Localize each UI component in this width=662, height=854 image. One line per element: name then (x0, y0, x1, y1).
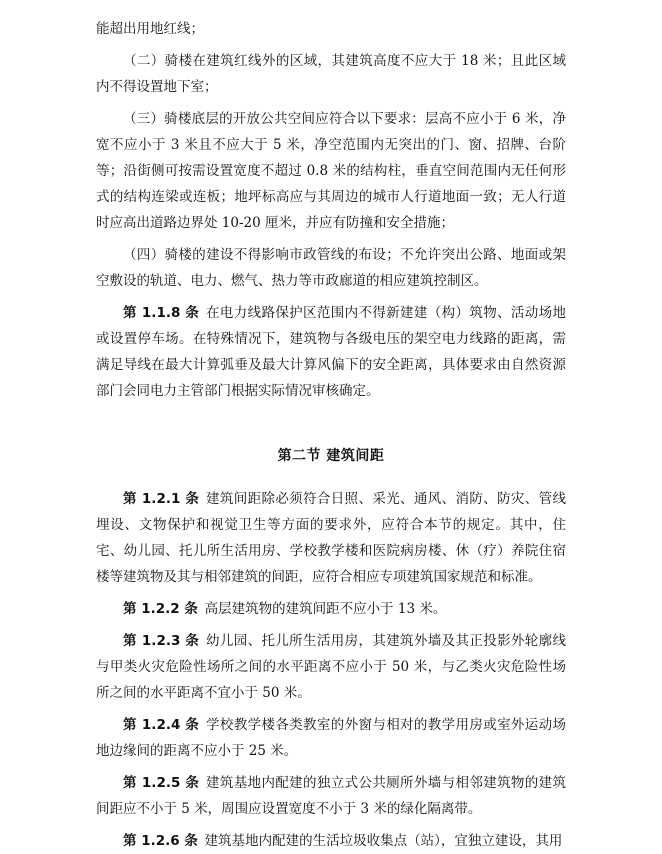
article-number: 第 1.2.6 条 (123, 833, 198, 849)
article-text: 建筑基地内配建的生活垃圾收集点（站），宜独立建设，其用 (204, 833, 563, 849)
article-text: 幼儿园、托儿所生活用房，其建筑外墙及其正投影外轮廓线与甲类火灾危险性场所之间的水平距离不应小于 50 米，与乙类火灾危险性场所之间的水平距离不宜小于 50 米。 (96, 633, 567, 701)
article-1-1-8 (96, 300, 566, 404)
article-1-2-1 (96, 486, 566, 590)
article-1-2-4 (96, 712, 566, 764)
article-text: 高层建筑物的建筑间距不应小于 13 米。 (204, 601, 447, 617)
paragraph-continuation: 能超出用地红线； (96, 21, 204, 37)
clause-4: （四）骑楼的建设不得影响市政管线的布设；不允许突出公路、地面或架空敷设的轨道、电力、燃气、热力等市政廊道的相应建筑控制区。 (96, 247, 566, 289)
clause-3: （三）骑楼底层的开放公共空间应符合以下要求：层高不应小于 6 米，净宽不应小于 3 米且不应大于 5 米，净空范围内无突出的门、窗、招牌、台阶等；沿街侧可按需设置宽度不超过 0.8 米的结构柱，垂直空间范围内无任何形式的结构连梁或连板；地坪标高应与其周边的城市人行道地面一致；无人行道时应高出道路边界处 10-20 厘米，并应有防撞和安全措施； (96, 111, 566, 231)
article-number: 第 1.2.5 条 (123, 775, 200, 791)
article-text: 建筑间距除必须符合日照、采光、通风、消防、防灾、管线埋设、文物保护和视觉卫生等方面的要求外，应符合本节的规定。其中，住宅、幼儿园、托儿所生活用房、学校教学楼和医院病房楼、休（疗）养院住宿楼等建筑物及其与相邻建筑的间距，应符合相应专项建筑国家规范和标准。 (96, 491, 567, 585)
article-text: 学校教学楼各类教室的外窗与相对的教学用房或室外运动场地边缘间的距离不应小于 25 米。 (96, 717, 567, 759)
article-number: 第 1.2.3 条 (123, 633, 200, 649)
article-number: 第 1.2.2 条 (123, 601, 198, 617)
article-1-2-2 (96, 596, 566, 622)
article-text: 建筑基地内配建的独立式公共厕所外墙与相邻建筑物的建筑间距应不小于 5 米，周围应设置宽度不小于 3 米的绿化隔离带。 (96, 775, 567, 817)
section-title: 第二节 建筑间距 (277, 448, 385, 464)
clause-2: （二）骑楼在建筑红线外的区域，其建筑高度不应大于 18 米；且此区域内不得设置地下室； (96, 53, 566, 95)
article-text: 在电力线路保护区范围内不得新建建（构）筑物、活动场地或设置停车场。在特殊情况下，建筑物与各级电压的架空电力线路的距离，需满足导线在最大计算弧垂及最大计算风偏下的安全距离，具体要求由自然资源部门会同电力主管部门根据实际情况审核确定。 (96, 305, 567, 399)
article-number: 第 1.1.8 条 (123, 305, 200, 321)
article-1-2-6 (96, 828, 566, 854)
article-number: 第 1.2.1 条 (123, 491, 200, 507)
article-1-2-5 (96, 770, 566, 822)
article-number: 第 1.2.4 条 (123, 717, 200, 733)
article-1-2-3 (96, 628, 566, 706)
